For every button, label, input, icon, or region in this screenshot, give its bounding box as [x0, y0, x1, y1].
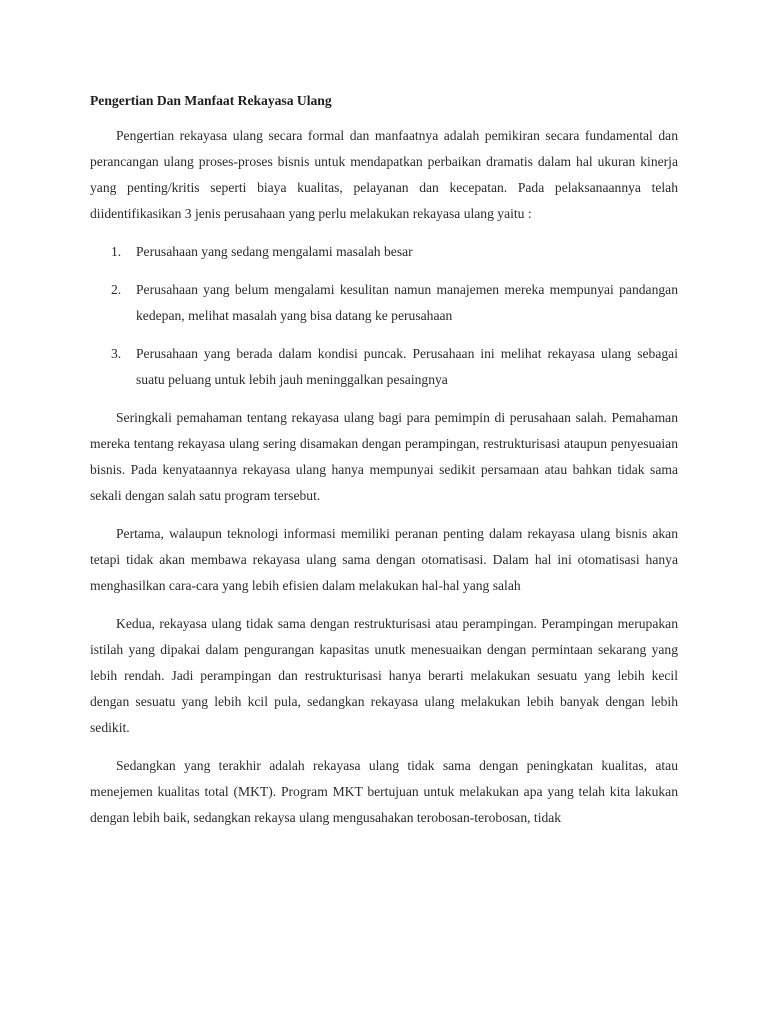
company-types-list [90, 239, 678, 393]
document-body [90, 88, 678, 843]
list-item-text: Perusahaan yang sedang mengalami masalah besar [136, 244, 413, 259]
body-paragraph: Sedangkan yang terakhir adalah rekayasa ulang tidak sama dengan peningkatan kualitas, atau menejemen kualitas total (MKT). Program MKT bertujuan untuk melakukan apa yang telah kita lakukan dengan lebih baik, sedangkan rekaysa ulang mengusahakan terobosan-terobosan, tidak [90, 758, 678, 825]
list-item-text: Perusahaan yang belum mengalami kesulitan namun manajemen mereka mempunyai pandangan kedepan, melihat masalah yang bisa datang ke perusahaan [136, 282, 678, 323]
list-item [90, 341, 678, 393]
document-title: Pengertian Dan Manfaat Rekayasa Ulang [90, 93, 332, 108]
list-item-text: Perusahaan yang berada dalam kondisi puncak. Perusahaan ini melihat rekayasa ulang sebagai suatu peluang untuk lebih jauh meninggalkan pesaingnya [136, 346, 678, 387]
body-paragraph: Seringkali pemahaman tentang rekayasa ulang bagi para pemimpin di perusahaan salah. Pemahaman mereka tentang rekayasa ulang sering disamakan dengan perampingan, restrukturisasi ataupun penyesuaian bisnis. Pada kenyataannya rekayasa ulang hanya mempunyai sedikit persamaan atau bahkan tidak sama sekali dengan salah satu program tersebut. [90, 410, 678, 503]
list-item [90, 239, 678, 265]
list-number: 1. [111, 244, 122, 259]
body-paragraph: Kedua, rekayasa ulang tidak sama dengan restrukturisasi atau perampingan. Perampingan merupakan istilah yang dipakai dalam pengurangan kapasitas unutk menesuaikan dengan permintaan sekarang yang lebih rendah. Jadi perampingan dan restrukturisasi hanya berarti melakukan sesuatu yang lebih kecil dengan sesuatu yang lebih kcil pula, sedangkan rekayasa ulang melakukan lebih banyak dengan lebih sedikit. [90, 616, 678, 735]
list-number: 2. [111, 282, 122, 297]
intro-paragraph: Pengertian rekayasa ulang secara formal dan manfaatnya adalah pemikiran secara fundamental dan perancangan ulang proses-proses bisnis untuk mendapatkan perbaikan dramatis dalam hal ukuran kinerja yang penting/kritis seperti biaya kualitas, pelayanan dan kecepatan. Pada pelaksanaannya telah diidentifikasikan 3 jenis perusahaan yang perlu melakukan rekayasa ulang yaitu : [90, 128, 678, 221]
body-paragraph: Pertama, walaupun teknologi informasi memiliki peranan penting dalam rekayasa ulang bisnis akan tetapi tidak akan membawa rekayasa ulang sama dengan otomatisasi. Dalam hal ini otomatisasi hanya menghasilkan cara-cara yang lebih efisien dalam melakukan hal-hal yang salah [90, 526, 678, 593]
list-number: 3. [111, 346, 122, 361]
list-item [90, 277, 678, 329]
